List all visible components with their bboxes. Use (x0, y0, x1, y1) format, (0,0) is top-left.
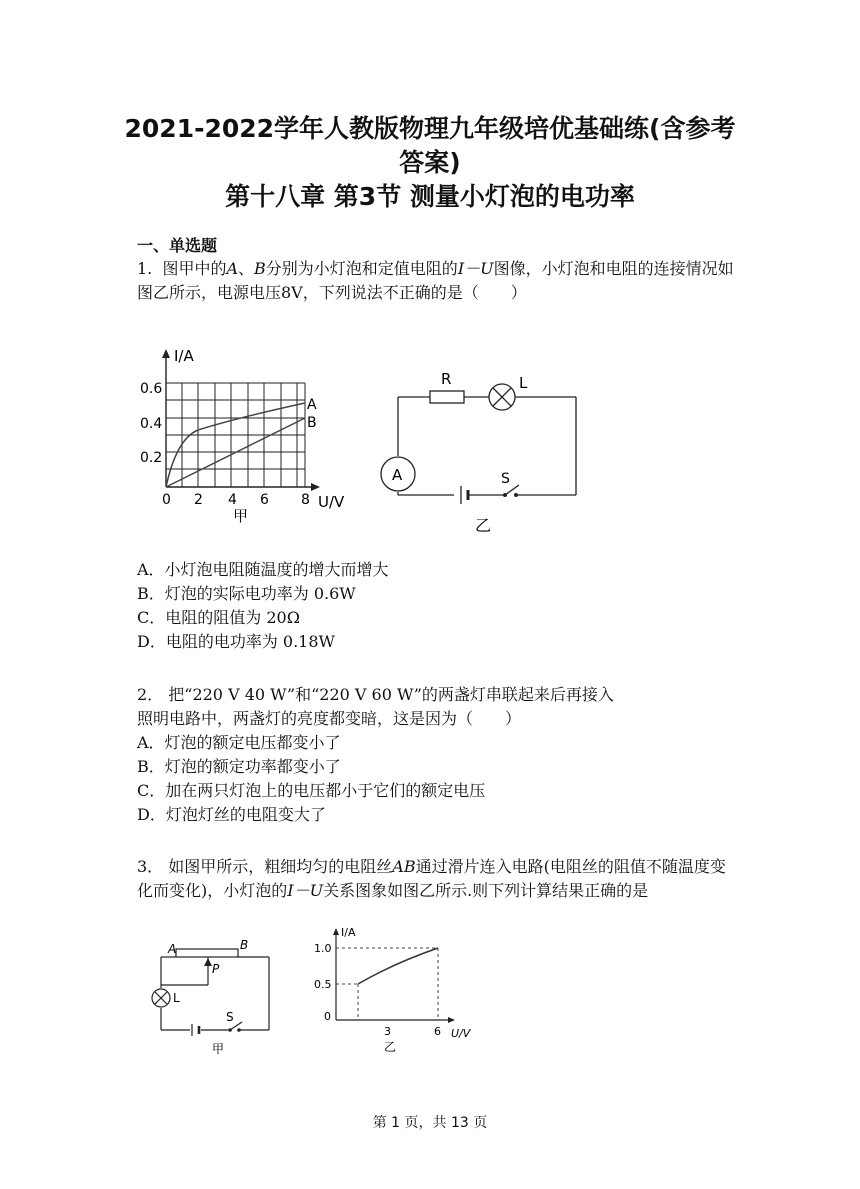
guide-lines (336, 948, 438, 1020)
resistor-label: R (441, 370, 452, 388)
var-iu: I－U (287, 881, 324, 900)
y-axis-arrow (162, 349, 170, 358)
question-text-part: 、 (238, 259, 255, 278)
x-tick-label: 4 (228, 492, 237, 508)
option-a: A．小灯泡电阻随温度的增大而增大 (137, 560, 389, 579)
figure-caption: 甲 (233, 507, 249, 525)
resistor-symbol (430, 391, 464, 403)
question-2-line2: 照明电路中，两盏灯的亮度都变暗，这是因为（ ） (137, 709, 522, 728)
lamp-iu-curve (358, 948, 438, 984)
question-text-part: 图甲中的 (162, 259, 227, 278)
curve-a-label: A (307, 397, 317, 413)
x-axis-label: U/V (318, 493, 345, 511)
lamp-label: L (519, 374, 528, 392)
y-tick-label: 1.0 (314, 942, 332, 955)
curve-a (166, 403, 305, 487)
q1-circuit-diagram (378, 365, 588, 535)
curve-b-label: B (307, 415, 317, 431)
doc-title-line1: 2021-2022学年人教版物理九年级培优基础练(含参考 (124, 114, 736, 143)
q3-iu-graph (314, 925, 474, 1055)
ammeter-label: A (392, 466, 403, 484)
label-p: P (212, 962, 220, 976)
lamp-label: L (173, 991, 180, 1005)
figure-caption: 乙 (384, 1040, 397, 1054)
q1-iu-graph (140, 345, 345, 525)
doc-title-line2: 答案) (399, 148, 461, 177)
battery-icon (192, 1024, 199, 1036)
option-c: C．加在两只灯泡上的电压都小于它们的额定电压 (137, 781, 486, 800)
y-axis-arrow (333, 928, 339, 935)
page-footer: 第 1 页，共 13 页 (372, 1115, 488, 1131)
doc-subtitle: 第十八章 第3节 测量小灯泡的电功率 (225, 182, 635, 211)
option-c: C．电阻的阻值为 20Ω (137, 608, 300, 627)
option-d: D．电阻的电功率为 0.18W (137, 632, 335, 651)
question-text-part: 通过滑片连入电路(电阻丝的阻值不随温度变化而变化)，小灯泡的 (137, 857, 726, 900)
resistance-wire-ab (176, 949, 238, 957)
x-tick-label: 3 (384, 1025, 391, 1038)
label-a: A (168, 942, 177, 956)
x-tick-label: 6 (434, 1025, 441, 1038)
question-number: 1. (137, 259, 153, 278)
x-tick-label: 2 (194, 492, 203, 508)
question-1-text (137, 257, 737, 305)
question-text-part: 图像，小灯泡和电阻的连接情况如图乙所示，电源电压8V，下列说法不正确的是（ ） (137, 259, 734, 302)
question-2-line1: 2． 把“220 V 40 W”和“220 V 60 W”的两盏灯串联起来后再接入 (137, 685, 614, 704)
question-number: 3． (137, 857, 164, 876)
slider-arrow (204, 958, 212, 966)
switch-label: S (226, 1010, 234, 1024)
lamp-icon (152, 989, 170, 1007)
x-axis-arrow (448, 1017, 455, 1023)
x-axis-arrow (311, 483, 320, 491)
x-tick-label: 0 (162, 492, 171, 508)
question-text-part: 如图甲所示，粗细均匀的电阻丝 (168, 857, 393, 876)
y-axis-label: I/A (174, 347, 194, 365)
y-tick-label: 0.6 (140, 381, 163, 397)
switch-label: S (501, 471, 510, 487)
var-ab: AB (392, 857, 416, 876)
q3-circuit-diagram (148, 935, 288, 1055)
origin-label: 0 (324, 1010, 331, 1023)
var-b: B (254, 259, 266, 278)
y-axis-label: I/A (341, 926, 356, 939)
grid (166, 383, 305, 487)
y-tick-label: 0.5 (314, 978, 332, 991)
y-tick-label: 0.4 (140, 416, 163, 432)
question-text-part: 分别为小灯泡和定值电阻的 (265, 259, 458, 278)
question-text-part: 关系图象如图乙所示.则下列计算结果正确的是 (323, 881, 649, 900)
x-tick-label: 6 (260, 492, 269, 508)
circuit-wires (398, 397, 576, 495)
section-heading: 一、单选题 (137, 236, 218, 255)
figure-caption: 甲 (212, 1042, 225, 1056)
lamp-icon (489, 384, 515, 410)
x-axis-label: U/V (451, 1027, 471, 1040)
label-b: B (240, 938, 249, 952)
option-b: B．灯泡的实际电功率为 0.6W (137, 584, 356, 603)
figure-caption: 乙 (475, 516, 492, 535)
question-3-text (137, 855, 737, 903)
var-a: A (226, 259, 239, 278)
option-d: D．灯泡灯丝的电阻变大了 (137, 805, 326, 824)
y-tick-label: 0.2 (140, 450, 163, 466)
option-a: A．灯泡的额定电压都变小了 (137, 733, 341, 752)
battery-icon (461, 486, 468, 504)
var-iu: I－U (457, 259, 494, 278)
option-b: B．灯泡的额定功率都变小了 (137, 757, 341, 776)
x-tick-label: 8 (301, 492, 310, 508)
